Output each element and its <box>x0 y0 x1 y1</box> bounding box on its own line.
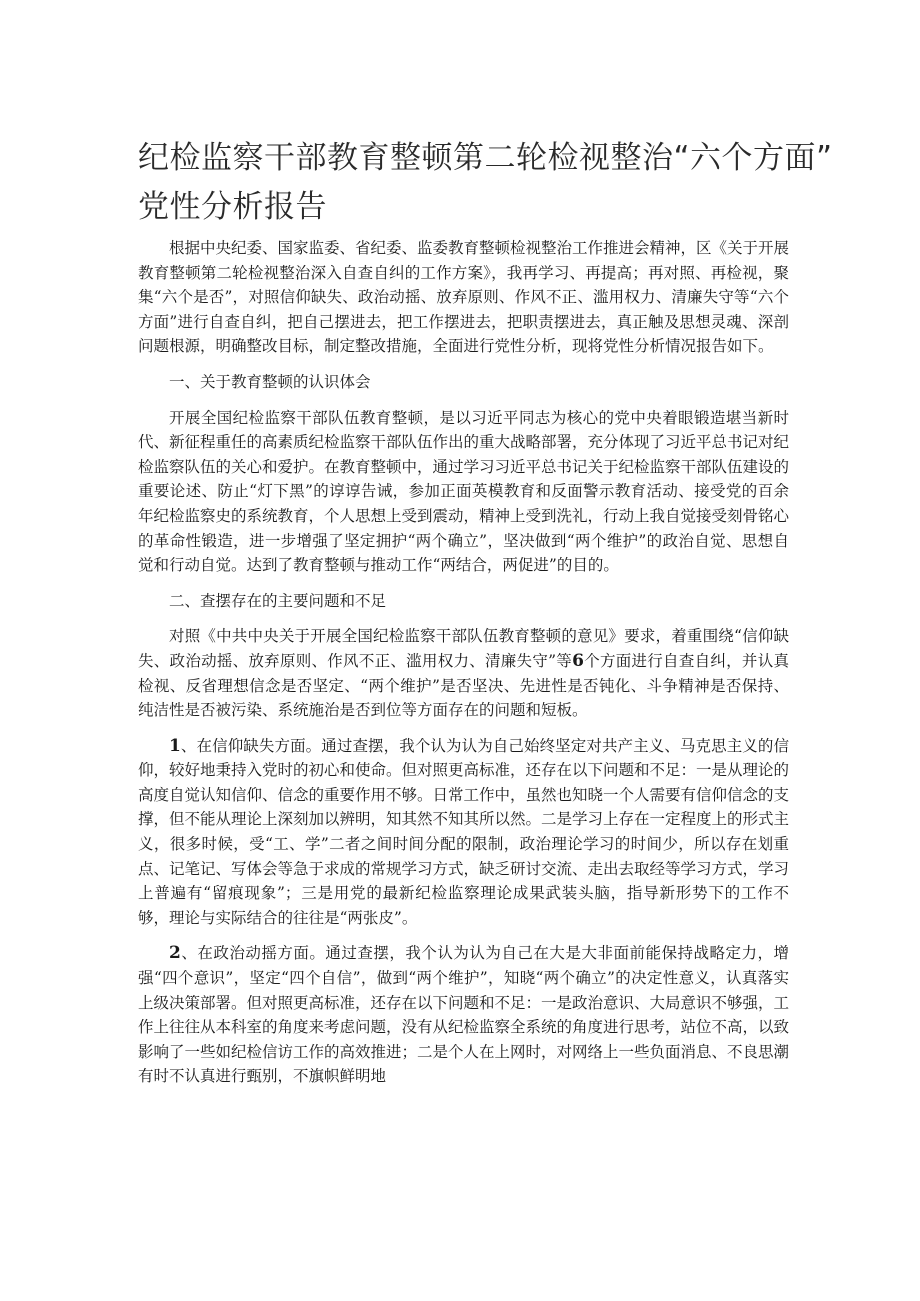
section-1-paragraph: 开展全国纪检监察干部队伍教育整顿，是以习近平同志为核心的党中央着眼锻造堪当新时代、新征程重任的高素质纪检监察干部队伍作出的重大战略部署，充分体现了习近平总书记对纪检监察队伍的关心和爱护。在教育整顿中，通过学习习近平总书记关于纪检监察干部队伍建设的重要论述、防止“灯下黑”的谆谆告诫，参加正面英模教育和反面警示教育活动、接受党的百余年纪检监察史的系统教育，个人思想上受到震动，精神上受到洗礼，行动上我自觉接受刻骨铭心的革命性锻造，进一步增强了坚定拥护“两个确立”，坚决做到“两个维护”的政治自觉、思想自觉和行动自觉。达到了教育整顿与推动工作“两结合，两促进”的目的。 <box>138 408 790 575</box>
item-2-paragraph <box>138 941 789 1089</box>
document-title-line-1: 纪检监察干部教育整顿第二轮检视整治“六个方面” <box>138 140 833 176</box>
section-heading-2: 二、查摆存在的主要问题和不足 <box>169 591 387 610</box>
section-2-paragraph <box>138 624 789 722</box>
item-1-number: 1 <box>169 735 181 756</box>
section-2-count: 6 <box>572 650 584 671</box>
section-2-text-before: 对照《中共中央关于开展全国纪检监察干部队伍教育整顿的意见》要求，着重围绕“信仰缺失、政治动摇、放弃原则、作风不正、滥用权力、清廉失守”等 <box>138 627 789 670</box>
intro-paragraph: 根据中央纪委、国家监委、省纪委、监委教育整顿检视整治工作推进会精神，区《关于开展教育整顿第二轮检视整治深入自查自纠的工作方案》，我再学习、再提高；再对照、再检视，聚集“六个是否”，对照信仰缺失、政治动摇、放弃原则、作风不正、滥用权力、清廉失守等“六个方面”进行自查自纠，把自己摆进去，把工作摆进去，把职责摆进去，真正触及思想灵魂、深剖问题根源，明确整改目标，制定整改措施，全面进行党性分析，现将党性分析情况报告如下。 <box>138 239 790 356</box>
document-title-line-2: 党性分析报告 <box>138 189 327 225</box>
item-2-text: 、在政治动摇方面。通过查摆，我个认为认为自己在大是大非面前能保持战略定力，增强“四个意识”，坚定“四个自信”，做到“两个维护”，知晓“两个确立”的决定性意义，认真落实上级决策部署。但对照更高标准，还存在以下问题和不足：一是政治意识、大局意识不够强，工作上往往从本科室的角度来考虑问题，没有从纪检监察全系统的角度进行思考，站位不高，以致影响了一些如纪检信访工作的高效推进；二是个人在上网时，对网络上一些负面消息、不良思潮有时不认真进行甄别，不旗帜鲜明地 <box>138 944 790 1086</box>
item-1-paragraph <box>138 734 789 931</box>
document-body <box>138 236 789 1100</box>
item-2-number: 2 <box>169 943 181 964</box>
section-heading-1: 一、关于教育整顿的认识体会 <box>169 372 371 391</box>
section-2-text-after: 个方面进行自查自纠，并认真检视、反省理想信念是否坚定、“两个维护”是否坚决、先进性是否钝化、斗争精神是否保持、纯洁性是否被污染、系统施治是否到位等方面存在的问题和短板。 <box>138 651 789 720</box>
item-1-text: 、在信仰缺失方面。通过查摆，我个认为认为自己始终坚定对共产主义、马克思主义的信仰，较好地秉持入党时的初心和使命。但对照更高标准，还存在以下问题和不足：一是从理论的高度自觉认知信仰、信念的重要作用不够。日常工作中，虽然也知晓一个人需要有信仰信念的支撑，但不能从理论上深刻加以辨明，知其然不知其所以然。二是学习上存在一定程度上的形式主义，很多时候，受“工、学”二者之间时间分配的限制，政治理论学习的时间少，所以存在划重点、记笔记、写体会等急于求成的常规学习方式，缺乏研讨交流、走出去取经等学习方式，学习上普遍有“留痕现象”；三是用党的最新纪检监察理论成果武装头脑，指导新形势下的工作不够，理论与实际结合的往往是“两张皮”。 <box>138 736 790 927</box>
